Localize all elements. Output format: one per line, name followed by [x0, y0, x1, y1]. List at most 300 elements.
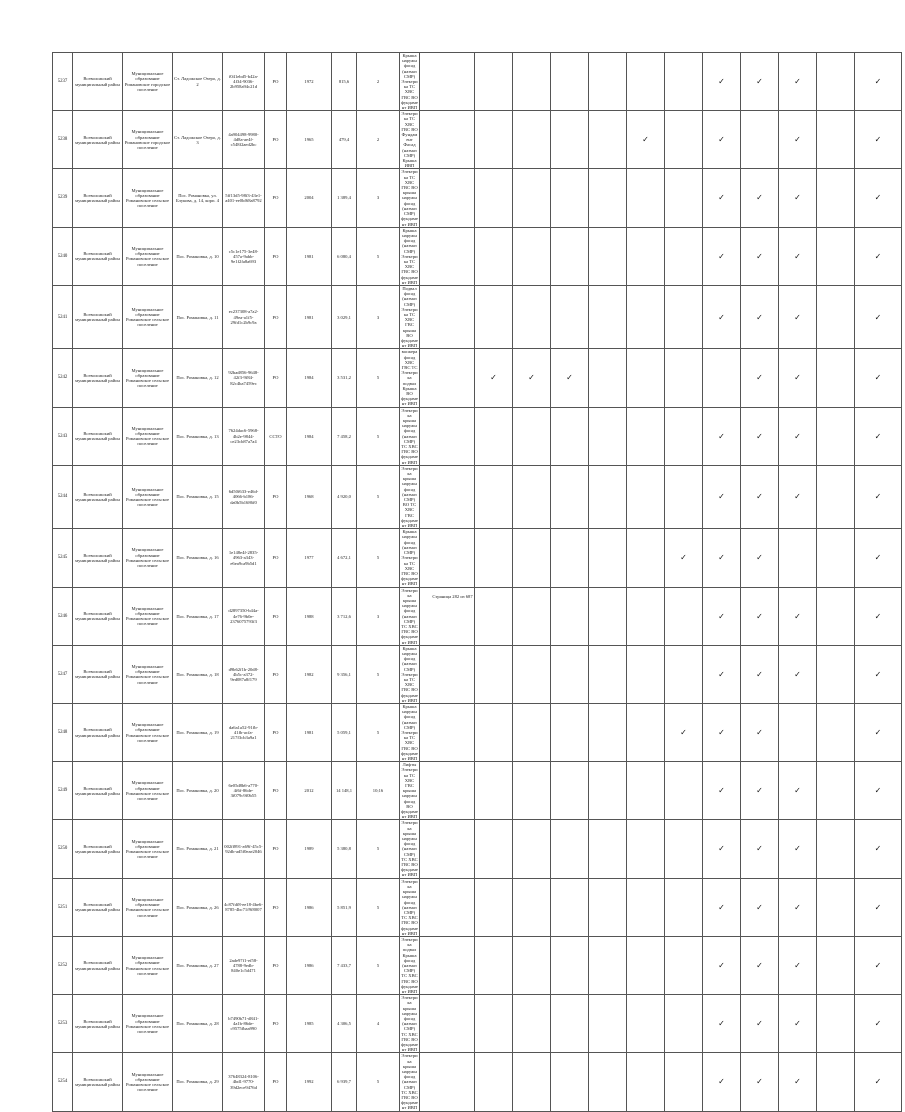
cell-address: Пос. Романовка, ул. Блукова, д. 14, корп. 4 — [173, 169, 223, 227]
cell-empty — [420, 111, 475, 169]
cell-area: 4 672,1 — [332, 529, 357, 587]
cell-empty — [817, 762, 855, 820]
cell-floors: 2 — [357, 53, 400, 111]
cell-empty — [589, 645, 627, 703]
cell-empty — [475, 820, 513, 878]
cell-works: Электрика подвал Крыша фасад (назмаз СМР) ТС ХВС ГВС ВО фундамент ИВП — [401, 936, 418, 994]
cell-guid: f041ebd5-b42a-4f34-9036-2b958a94c21d — [223, 53, 265, 111]
check-mark-icon: ✓ — [779, 1053, 817, 1111]
cell-municipality: Муниципальное образование Романовское сельское поселение — [123, 529, 173, 587]
cell-district: Всеволожский муниципальный район — [73, 645, 123, 703]
check-mark-icon: ✓ — [741, 995, 779, 1053]
cell-empty — [420, 936, 475, 994]
check-mark-icon: ✓ — [855, 995, 902, 1053]
table-row — [53, 407, 902, 465]
table-row — [53, 703, 902, 761]
check-mark-icon: ✓ — [779, 349, 817, 407]
cell-num: 5237 — [53, 53, 73, 111]
cell-empty — [703, 349, 741, 407]
check-mark-icon: ✓ — [779, 111, 817, 169]
cell-empty — [665, 227, 703, 285]
cell-municipality: Муниципальное образование Романовское сельское поселение — [123, 1053, 173, 1111]
cell-type: ССТО — [265, 407, 287, 465]
check-mark-icon: ✓ — [855, 53, 902, 111]
cell-empty — [665, 878, 703, 936]
cell-address: Пос. Романовка, д. 11 — [173, 285, 223, 348]
cell-empty — [475, 936, 513, 994]
cell-empty — [817, 285, 855, 348]
check-mark-icon: ✓ — [779, 465, 817, 528]
check-mark-icon: ✓ — [741, 227, 779, 285]
cell-guid: b7490b71-d841-4a1b-86de-c9575fbaa990 — [223, 995, 265, 1053]
check-mark-icon: ✓ — [741, 1053, 779, 1111]
cell-address: Пос. Романовка, д. 29 — [173, 1053, 223, 1111]
cell-address: Пос. Романовка, д. 26 — [173, 878, 223, 936]
check-mark-icon: ✓ — [741, 285, 779, 348]
cell-area: 5 059,1 — [332, 703, 357, 761]
check-mark-icon: ✓ — [703, 762, 741, 820]
cell-guid: 7624dac6-5968-4b2e-9844-ce23cb87a7a4 — [223, 407, 265, 465]
cell-empty — [475, 407, 513, 465]
cell-empty — [513, 878, 551, 936]
cell-empty — [589, 762, 627, 820]
cell-empty — [475, 111, 513, 169]
check-mark-icon: ✓ — [855, 465, 902, 528]
cell-empty — [817, 878, 855, 936]
check-mark-icon: ✓ — [703, 169, 741, 227]
cell-year: 2012 — [287, 762, 332, 820]
cell-empty — [665, 407, 703, 465]
cell-area: 3 531,2 — [332, 349, 357, 407]
cell-empty — [589, 820, 627, 878]
cell-empty — [420, 529, 475, 587]
cell-empty — [420, 995, 475, 1053]
housing-register-table — [52, 52, 902, 1112]
cell-empty — [817, 349, 855, 407]
cell-empty — [475, 169, 513, 227]
cell-district: Всеволожский муниципальный район — [73, 878, 123, 936]
cell-empty — [513, 762, 551, 820]
cell-empty — [817, 465, 855, 528]
check-mark-icon: ✓ — [703, 703, 741, 761]
cell-address: Пос. Романовка, д. 16 — [173, 529, 223, 587]
check-mark-icon: ✓ — [475, 349, 513, 407]
cell-empty — [627, 465, 665, 528]
cell-district: Всеволожский муниципальный район — [73, 169, 123, 227]
check-mark-icon: ✓ — [779, 645, 817, 703]
check-mark-icon: ✓ — [855, 529, 902, 587]
cell-floors: 4 — [357, 995, 400, 1053]
cell-empty — [420, 285, 475, 348]
cell-empty — [551, 529, 589, 587]
cell-area: 815,6 — [332, 53, 357, 111]
cell-empty — [817, 227, 855, 285]
cell-area: 4 306,5 — [332, 995, 357, 1053]
cell-empty — [589, 53, 627, 111]
cell-empty — [551, 285, 589, 348]
cell-empty — [589, 878, 627, 936]
cell-empty — [627, 703, 665, 761]
cell-address: Пос. Романовка, д. 10 — [173, 227, 223, 285]
cell-empty — [551, 645, 589, 703]
cell-empty — [665, 465, 703, 528]
cell-empty — [817, 53, 855, 111]
cell-num: 5239 — [53, 169, 73, 227]
cell-empty — [551, 53, 589, 111]
check-mark-icon: ✓ — [513, 349, 551, 407]
cell-empty — [513, 53, 551, 111]
cell-area: 5 380,8 — [332, 820, 357, 878]
check-mark-icon: ✓ — [703, 878, 741, 936]
page-footer: Страница 282 из 687 — [432, 594, 473, 599]
cell-empty — [589, 936, 627, 994]
cell-empty — [817, 936, 855, 994]
cell-guid: 37648324-8106-4bd1-9770-39d2ece9476d — [223, 1053, 265, 1111]
cell-floors: 3 — [357, 285, 400, 348]
cell-type: РО — [265, 169, 287, 227]
cell-empty — [817, 703, 855, 761]
table-row — [53, 285, 902, 348]
check-mark-icon: ✓ — [779, 878, 817, 936]
cell-district: Всеволожский муниципальный район — [73, 820, 123, 878]
cell-empty — [665, 762, 703, 820]
cell-num: 5245 — [53, 529, 73, 587]
check-mark-icon: ✓ — [703, 587, 741, 645]
cell-district: Всеволожский муниципальный район — [73, 587, 123, 645]
check-mark-icon: ✓ — [741, 349, 779, 407]
cell-floors: 5 — [357, 645, 400, 703]
cell-empty — [589, 1053, 627, 1111]
check-mark-icon: ✓ — [741, 645, 779, 703]
cell-empty — [475, 53, 513, 111]
cell-empty — [420, 53, 475, 111]
cell-year: 1986 — [287, 878, 332, 936]
cell-municipality: Муниципальное образование Романовское сельское поселение — [123, 820, 173, 878]
cell-empty — [475, 285, 513, 348]
cell-address: Ст. Ладожское Озеро, д. 2 — [173, 53, 223, 111]
cell-empty — [513, 169, 551, 227]
cell-floors: 5 — [357, 529, 400, 587]
cell-municipality: Муниципальное образование Романовское сельское поселение — [123, 227, 173, 285]
cell-empty — [551, 762, 589, 820]
cell-municipality: Муниципальное образование Романовское сельское поселение — [123, 465, 173, 528]
cell-floors: 10;16 — [357, 762, 400, 820]
cell-empty — [627, 53, 665, 111]
cell-works: Электрика крыша наружн фасад (назмаз СМР) ТС ХВС ГВС ВО фундамент ИВП — [401, 1053, 418, 1111]
cell-empty — [665, 111, 703, 169]
table-row — [53, 111, 902, 169]
cell-address: Пос. Романовка, д. 13 — [173, 407, 223, 465]
cell-empty — [513, 407, 551, 465]
cell-empty — [475, 465, 513, 528]
cell-area: 3 712,6 — [332, 587, 357, 645]
cell-area: 4 920,0 — [332, 465, 357, 528]
cell-floors: 5 — [357, 407, 400, 465]
cell-num: 5250 — [53, 820, 73, 878]
cell-district: Всеволожский муниципальный район — [73, 111, 123, 169]
cell-type: РО — [265, 995, 287, 1053]
cell-works: Электрика крыша наружн фасад (назмаз СМР) ТС ХВС ГВС ВО фундамент ИВП — [401, 407, 418, 465]
cell-empty — [420, 878, 475, 936]
cell-guid: 1e148e4f-2835-4963-a343-e6ea9ca9b5d1 — [223, 529, 265, 587]
cell-empty — [475, 227, 513, 285]
cell-district: Всеволожский муниципальный район — [73, 529, 123, 587]
cell-empty — [551, 936, 589, 994]
cell-guid: 6d50f633-e46d-4066-b186-da0b5b1686f0 — [223, 465, 265, 528]
cell-guid: 2ade97f1-ef58-4788-9edb-840e1c5d471 — [223, 936, 265, 994]
cell-empty — [665, 53, 703, 111]
cell-works: Электрика крыша наружн фасад (назмаз СМР) ТС ХВС ГВС ВО фундамент ИВП — [401, 878, 418, 936]
check-mark-icon: ✓ — [703, 227, 741, 285]
table-body — [53, 53, 902, 1112]
cell-type: РО — [265, 645, 287, 703]
cell-empty — [627, 762, 665, 820]
cell-empty — [513, 465, 551, 528]
cell-area: 14 148,1 — [332, 762, 357, 820]
check-mark-icon: ✓ — [741, 820, 779, 878]
cell-empty — [420, 407, 475, 465]
check-mark-icon: ✓ — [627, 111, 665, 169]
cell-empty — [589, 349, 627, 407]
cell-works: Крыша наружн фасад (назмаз СМР) Электрика ТС ХВС ГВС ВО фундамент ИВП — [401, 529, 418, 587]
cell-num: 5242 — [53, 349, 73, 407]
check-mark-icon: ✓ — [703, 407, 741, 465]
cell-municipality: Муниципальное образование Романовское сельское поселение — [123, 878, 173, 936]
cell-empty — [420, 703, 475, 761]
cell-empty — [551, 820, 589, 878]
cell-district: Всеволожский муниципальный район — [73, 936, 123, 994]
cell-empty — [627, 227, 665, 285]
cell-works: Крыша наружн фасад (назмаз СМР) Электрика ТС ХВС ГВС ВО фундамент ИВП — [401, 227, 418, 285]
cell-guid: 5ff13d5-98f3-43e1-a401-ee0bf68a8792 — [223, 169, 265, 227]
cell-empty — [627, 936, 665, 994]
check-mark-icon: ✓ — [741, 878, 779, 936]
cell-empty — [627, 285, 665, 348]
cell-empty — [817, 995, 855, 1053]
cell-floors: 5 — [357, 465, 400, 528]
cell-works: Электрика ТС ХВС ГВС ВО крыша наружн фасад (назмаз СМР) фундамент ИВП — [401, 169, 418, 227]
cell-empty — [627, 820, 665, 878]
cell-address: Пос. Романовка, д. 18 — [173, 645, 223, 703]
cell-empty — [665, 349, 703, 407]
check-mark-icon: ✓ — [779, 53, 817, 111]
cell-floors: 3 — [357, 587, 400, 645]
cell-works: Крыша наружн фасад (назмаз СМР) Электрика ТС ХВС ГВС ВО фундамент ИВП — [401, 645, 418, 703]
cell-year: 1992 — [287, 1053, 332, 1111]
cell-district: Всеволожский муниципальный район — [73, 1053, 123, 1111]
check-mark-icon: ✓ — [779, 995, 817, 1053]
cell-floors: 5 — [357, 878, 400, 936]
cell-empty — [589, 407, 627, 465]
check-mark-icon: ✓ — [741, 465, 779, 528]
cell-address: Пос. Романовка, д. 28 — [173, 995, 223, 1053]
cell-year: 1989 — [287, 820, 332, 878]
cell-floors: 5 — [357, 936, 400, 994]
cell-empty — [665, 936, 703, 994]
check-mark-icon: ✓ — [779, 762, 817, 820]
cell-floors: 2 — [357, 111, 400, 169]
check-mark-icon: ✓ — [855, 645, 902, 703]
cell-address: Пос. Романовка, д. 20 — [173, 762, 223, 820]
cell-municipality: Муниципальное образование Романовское сельское поселение — [123, 169, 173, 227]
cell-address: Пос. Романовка, д. 17 — [173, 587, 223, 645]
cell-empty — [589, 529, 627, 587]
cell-district: Всеволожский муниципальный район — [73, 407, 123, 465]
cell-area: 6 080,4 — [332, 227, 357, 285]
cell-empty — [627, 407, 665, 465]
check-mark-icon: ✓ — [779, 285, 817, 348]
cell-num: 5254 — [53, 1053, 73, 1111]
cell-num: 5238 — [53, 111, 73, 169]
cell-empty — [741, 111, 779, 169]
cell-municipality: Муниципальное образование Романовское сельское поселение — [123, 587, 173, 645]
cell-num: 5247 — [53, 645, 73, 703]
check-mark-icon: ✓ — [703, 936, 741, 994]
cell-empty — [589, 169, 627, 227]
check-mark-icon: ✓ — [855, 587, 902, 645]
cell-empty — [551, 227, 589, 285]
cell-type: РО — [265, 465, 287, 528]
check-mark-icon: ✓ — [779, 936, 817, 994]
cell-empty — [513, 1053, 551, 1111]
cell-municipality: Муниципальное образование Романовское сельское поселение — [123, 703, 173, 761]
cell-district: Всеволожский муниципальный район — [73, 285, 123, 348]
cell-address: Пос. Романовка, д. 19 — [173, 703, 223, 761]
table-row — [53, 169, 902, 227]
cell-num: 5253 — [53, 995, 73, 1053]
check-mark-icon: ✓ — [855, 227, 902, 285]
table-row — [53, 878, 902, 936]
cell-guid: 6e05d8b6-a770-4f6f-86de-3f079c9f0b55 — [223, 762, 265, 820]
cell-empty — [665, 1053, 703, 1111]
check-mark-icon: ✓ — [665, 703, 703, 761]
cell-guid: d2897350-b44a-4e76-9b0e-2376075793f3 — [223, 587, 265, 645]
cell-floors: 5 — [357, 1053, 400, 1111]
cell-empty — [551, 407, 589, 465]
cell-area: 3 029,1 — [332, 285, 357, 348]
cell-empty — [627, 878, 665, 936]
check-mark-icon: ✓ — [779, 227, 817, 285]
cell-empty — [627, 529, 665, 587]
cell-district: Всеволожский муниципальный район — [73, 995, 123, 1053]
cell-empty — [420, 465, 475, 528]
cell-works: Лифты Электрика ТС ХВС ГВС крыша наружн фасад ВО фундамент ИВП — [401, 762, 418, 820]
table-row — [53, 53, 902, 111]
cell-guid: 002ff891-a69f-45c5-92db-ad5f0eae2046 — [223, 820, 265, 878]
check-mark-icon: ✓ — [703, 465, 741, 528]
check-mark-icon: ✓ — [855, 407, 902, 465]
cell-works: Электрика крыша наружн фасад (назмаз СМР) ВО ТС ХВС ГВС фундамент ИВП — [401, 465, 418, 529]
cell-area: 6 939,7 — [332, 1053, 357, 1111]
cell-address: Пос. Романовка, д. 21 — [173, 820, 223, 878]
cell-empty — [627, 645, 665, 703]
cell-works: Электрика крыша наружн фасад (назмаз СМР) ТС ХВС ГВС ВО фундамент ИВП — [401, 820, 418, 878]
cell-type: РО — [265, 53, 287, 111]
cell-empty — [420, 645, 475, 703]
cell-year: 1981 — [287, 227, 332, 285]
cell-address: Пос. Романовка, д. 12 — [173, 349, 223, 407]
cell-address: Пос. Романовка, д. 15 — [173, 465, 223, 528]
cell-floors: 5 — [357, 703, 400, 761]
cell-area: 7 433,7 — [332, 936, 357, 994]
cell-type: РО — [265, 285, 287, 348]
cell-year: 1968 — [287, 465, 332, 528]
cell-empty — [589, 995, 627, 1053]
check-mark-icon: ✓ — [741, 587, 779, 645]
check-mark-icon: ✓ — [551, 349, 589, 407]
cell-district: Всеволожский муниципальный район — [73, 465, 123, 528]
check-mark-icon: ✓ — [741, 936, 779, 994]
cell-empty — [817, 111, 855, 169]
cell-empty — [779, 703, 817, 761]
cell-guid: 4c87fdf8-ee18-4be6-8785-4bc71f9f8007 — [223, 878, 265, 936]
table-row — [53, 936, 902, 994]
cell-area: 5 851,9 — [332, 878, 357, 936]
check-mark-icon: ✓ — [703, 53, 741, 111]
check-mark-icon: ✓ — [855, 349, 902, 407]
cell-municipality: Муниципальное образование Романовское сельское поселение — [123, 995, 173, 1053]
cell-district: Всеволожский муниципальный район — [73, 349, 123, 407]
cell-municipality: Муниципальное образование Романовское городское поселение — [123, 111, 173, 169]
cell-empty — [513, 529, 551, 587]
cell-empty — [475, 703, 513, 761]
cell-empty — [817, 645, 855, 703]
check-mark-icon: ✓ — [779, 169, 817, 227]
cell-empty — [513, 645, 551, 703]
cell-num: 5251 — [53, 878, 73, 936]
cell-empty — [627, 169, 665, 227]
cell-guid: ec237308-a7a2-49ea-a1f5-29fd1c2b9c9a — [223, 285, 265, 348]
cell-empty — [817, 529, 855, 587]
cell-address: Пос. Романовка, д. 27 — [173, 936, 223, 994]
cell-year: 1985 — [287, 995, 332, 1053]
check-mark-icon: ✓ — [741, 407, 779, 465]
cell-year: 2004 — [287, 169, 332, 227]
cell-area: 1 389,4 — [332, 169, 357, 227]
cell-type: РО — [265, 349, 287, 407]
cell-num: 5249 — [53, 762, 73, 820]
cell-empty — [551, 995, 589, 1053]
cell-empty — [420, 820, 475, 878]
check-mark-icon: ✓ — [855, 111, 902, 169]
cell-empty — [513, 995, 551, 1053]
cell-empty — [589, 227, 627, 285]
cell-municipality: Муниципальное образование Романовское сельское поселение — [123, 407, 173, 465]
table-row — [53, 465, 902, 528]
cell-works: Крыша наружн фасад (назмаз СМР) Электрика ТС ХВС ГВС ВО фундамент ИВП — [401, 703, 418, 762]
cell-type: РО — [265, 703, 287, 761]
check-mark-icon: ✓ — [703, 1053, 741, 1111]
cell-empty — [589, 111, 627, 169]
cell-guid: d9b62f1b-20d8-4b5c-a372-9ed087a8f179 — [223, 645, 265, 703]
table-row — [53, 227, 902, 285]
check-mark-icon: ✓ — [741, 53, 779, 111]
cell-address: Ст. Ладожское Озеро, д. 3 — [173, 111, 223, 169]
cell-year: 1965 — [287, 111, 332, 169]
check-mark-icon: ✓ — [703, 529, 741, 587]
cell-type: РО — [265, 587, 287, 645]
cell-works: Подвал фасад (назмаз СМР) Электрика ТС ХВС ГВС крыша ВО фундамент ИВП — [401, 285, 418, 349]
cell-guid: 92bad856-9648-42f3-9f84-82c4ba7459ec — [223, 349, 265, 407]
cell-empty — [513, 820, 551, 878]
cell-year: 1984 — [287, 407, 332, 465]
check-mark-icon: ✓ — [779, 587, 817, 645]
cell-empty — [475, 995, 513, 1053]
table-row — [53, 349, 902, 407]
check-mark-icon: ✓ — [855, 820, 902, 878]
cell-works: васжера фасад ХВС ГВС ТС Электрика подвал Крыша ВО фундамент ИВП — [401, 349, 418, 407]
cell-municipality: Муниципальное образование Романовское городское поселение — [123, 53, 173, 111]
